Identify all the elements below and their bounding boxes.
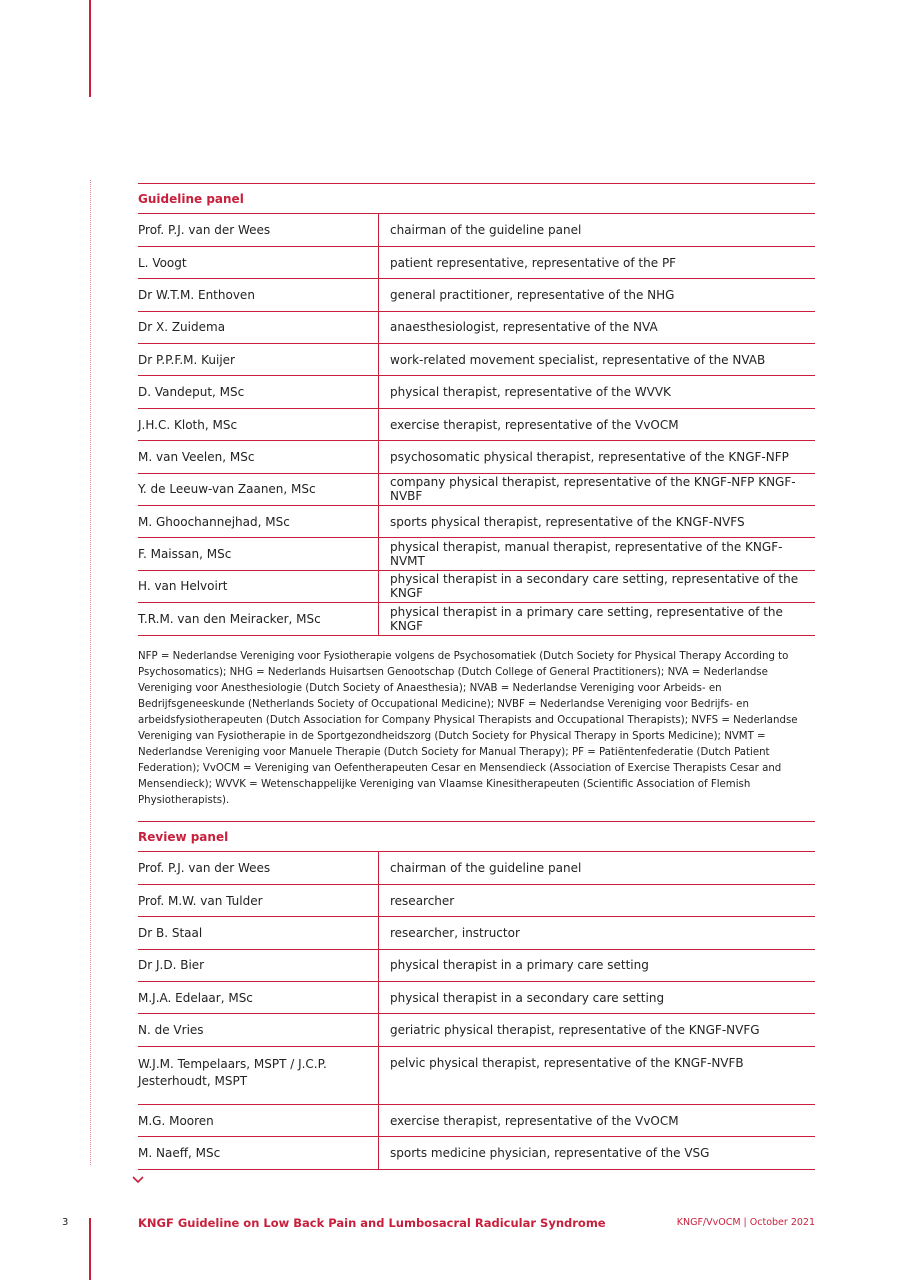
table-row (138, 917, 815, 949)
review-panel-table (138, 821, 815, 1170)
member-role: general practitioner, representative of the NHG (379, 279, 816, 311)
member-name: Dr J.D. Bier (138, 949, 379, 981)
member-name: Dr X. Zuidema (138, 311, 379, 343)
member-name: Prof. P.J. van der Wees (138, 214, 379, 246)
member-role: physical therapist in a secondary care setting, representative of the KNGF (379, 570, 816, 602)
guideline-panel-title: Guideline panel (138, 183, 815, 214)
table-row (138, 949, 815, 981)
member-role: physical therapist in a primary care setting (379, 949, 816, 981)
member-name: Y. de Leeuw-van Zaanen, MSc (138, 473, 379, 505)
member-name: W.J.M. Tempelaars, MSPT / J.C.P. Jesterhoudt, MSPT (138, 1046, 379, 1104)
member-role: chairman of the guideline panel (379, 214, 816, 246)
member-name: M. Ghoochannejhad, MSc (138, 506, 379, 538)
member-name: M.J.A. Edelaar, MSc (138, 982, 379, 1014)
member-role: researcher, instructor (379, 917, 816, 949)
review-panel-rows (138, 852, 815, 1169)
margin-rule-top (89, 0, 91, 97)
table-row (138, 214, 815, 246)
member-role: chairman of the guideline panel (379, 852, 816, 884)
table-row (138, 538, 815, 570)
footer-publisher-date: KNGF/VvOCM | October 2021 (676, 1217, 815, 1228)
member-role: pelvic physical therapist, representative of the KNGF-NVFB (379, 1046, 816, 1104)
member-name: Dr P.P.F.M. Kuijer (138, 344, 379, 376)
member-role: psychosomatic physical therapist, representative of the KNGF-NFP (379, 441, 816, 473)
margin-rule-dotted (90, 180, 91, 1165)
table-row (138, 884, 815, 916)
member-role: exercise therapist, representative of the VvOCM (379, 1104, 816, 1136)
member-role: physical therapist, representative of the WVVK (379, 376, 816, 408)
table-row (138, 1046, 815, 1104)
member-role: geriatric physical therapist, representative of the KNGF-NVFG (379, 1014, 816, 1046)
member-role: researcher (379, 884, 816, 916)
member-name: Prof. P.J. van der Wees (138, 852, 379, 884)
guideline-panel-table (138, 183, 815, 636)
table-row (138, 246, 815, 278)
member-name: D. Vandeput, MSc (138, 376, 379, 408)
table-row (138, 603, 815, 635)
review-panel-title: Review panel (138, 821, 815, 852)
table-row (138, 344, 815, 376)
member-role: patient representative, representative of the PF (379, 246, 816, 278)
table-row (138, 852, 815, 884)
table-row (138, 982, 815, 1014)
member-role: exercise therapist, representative of the VvOCM (379, 408, 816, 440)
table-row (138, 570, 815, 602)
member-role: work-related movement specialist, representative of the NVAB (379, 344, 816, 376)
member-role: physical therapist in a secondary care setting (379, 982, 816, 1014)
table-row (138, 1104, 815, 1136)
page-number: 3 (62, 1217, 69, 1228)
member-name: M. Naeff, MSc (138, 1137, 379, 1169)
table-row (138, 441, 815, 473)
abbreviations-note: NFP = Nederlandse Vereniging voor Fysiotherapie volgens de Psychosomatiek (Dutch Society for Physical Therapy According to Psychosomatics); NHG = Nederlands Huisartsen Genootschap (Dutch College of General Practitioners); NVA = Nederlandse Vereniging voor Anesthesiologie (Dutch Society of Anaesthesia); NVAB = Nederlandse Vereniging voor Arbeids- en Bedrijfsgeneeskunde (Netherlands Society of Occupational Medicine); NVBF = Nederlandse Vereniging voor Bedrijfs- en arbeidsfysiotherapeuten (Dutch Association for Company Physical Therapists and Occupational Therapists); NVFS = Nederlandse Vereniging van Fysiotherapie in de Sportgezondheidszorg (Dutch Society for Physical Therapy in Sports Medicine); NVMT = Nederlandse Vereniging voor Manuele Therapie (Dutch Society for Manual Therapy); PF = Patiëntenfederatie (Dutch Patient Federation); VvOCM = Vereniging van Oefentherapeuten Cesar en Mensendieck (Association of Exercise Therapists Cesar and Mensendieck); WVVK = Wetenschappelijke Vereniging van Vlaamse Kinesitherapeuten (Scientific Association of Flemish Physiotherapists). (138, 651, 798, 806)
footer-title: KNGF Guideline on Low Back Pain and Lumbosacral Radicular Syndrome (138, 1216, 606, 1230)
table-row (138, 1137, 815, 1169)
member-role: physical therapist in a primary care setting, representative of the KNGF (379, 603, 816, 635)
member-role: company physical therapist, representative of the KNGF-NFP KNGF-NVBF (379, 473, 816, 505)
member-name: N. de Vries (138, 1014, 379, 1046)
member-name: L. Voogt (138, 246, 379, 278)
table-row (138, 279, 815, 311)
member-role: anaesthesiologist, representative of the NVA (379, 311, 816, 343)
member-name: M.G. Mooren (138, 1104, 379, 1136)
chevron-down-icon[interactable] (131, 1174, 145, 1186)
member-name: T.R.M. van den Meiracker, MSc (138, 603, 379, 635)
margin-rule-bottom (89, 1218, 91, 1280)
member-name: Dr B. Staal (138, 917, 379, 949)
member-name: Prof. M.W. van Tulder (138, 884, 379, 916)
member-name: J.H.C. Kloth, MSc (138, 408, 379, 440)
member-name: Dr W.T.M. Enthoven (138, 279, 379, 311)
member-name: M. van Veelen, MSc (138, 441, 379, 473)
table-row (138, 1014, 815, 1046)
table-row (138, 311, 815, 343)
member-name: F. Maissan, MSc (138, 538, 379, 570)
member-role: physical therapist, manual therapist, representative of the KNGF-NVMT (379, 538, 816, 570)
table-row (138, 408, 815, 440)
table-row (138, 506, 815, 538)
member-role: sports medicine physician, representative of the VSG (379, 1137, 816, 1169)
table-row (138, 376, 815, 408)
member-role: sports physical therapist, representative of the KNGF-NVFS (379, 506, 816, 538)
guideline-panel-rows (138, 214, 815, 635)
table-row (138, 473, 815, 505)
member-name: H. van Helvoirt (138, 570, 379, 602)
